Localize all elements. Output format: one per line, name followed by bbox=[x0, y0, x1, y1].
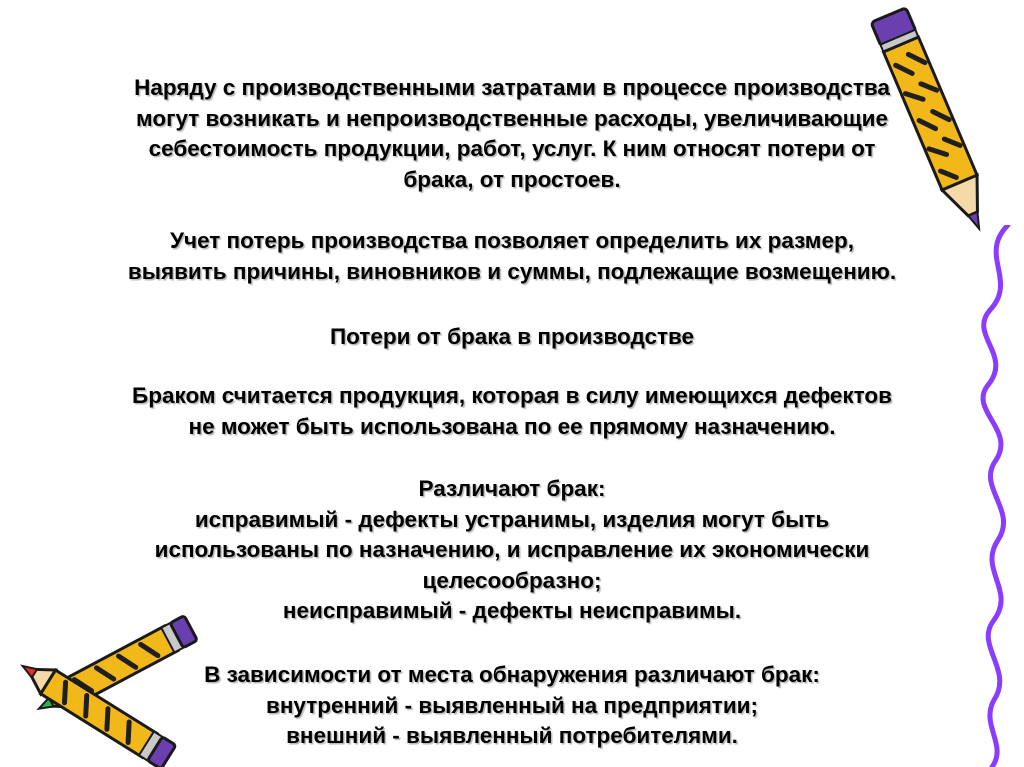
text-line: В зависимости от места обнаружения различают брак: bbox=[204, 662, 820, 687]
types-paragraph bbox=[40, 474, 984, 627]
text-line: внутренний - выявленный на предприятии; bbox=[266, 692, 758, 718]
text-line: Наряду с производственными затратами в процессе производства bbox=[134, 75, 890, 100]
section-heading bbox=[40, 322, 984, 353]
text-line: неисправимый - дефекты неисправимы. bbox=[282, 598, 742, 623]
text-line: себестоимость продукции, работ, услуг. К ним относят потери от bbox=[148, 136, 876, 161]
text-line: Браком считается продукция, которая в силу имеющихся дефектов bbox=[132, 383, 892, 408]
text-line: брака, от простоев. bbox=[403, 166, 621, 192]
text-line: Потери от брака в производстве bbox=[329, 324, 695, 349]
text-line: внешний - выявленный потребителями. bbox=[286, 723, 738, 748]
definition-paragraph bbox=[40, 381, 984, 442]
text-line: выявить причины, виновников и суммы, подлежащие возмещению. bbox=[127, 258, 897, 284]
text-line: могут возникать и непроизводственные расходы, увеличивающие bbox=[135, 105, 889, 131]
text-line: использованы по назначению, и исправление их экономически bbox=[154, 537, 870, 562]
text-line: исправимый - дефекты устранимы, изделия могут быть bbox=[194, 506, 830, 532]
location-paragraph bbox=[40, 660, 984, 752]
text-line: целесообразно; bbox=[422, 567, 602, 593]
accounting-paragraph bbox=[40, 226, 984, 287]
text-line: Учет потерь производства позволяет определить их размер, bbox=[170, 228, 854, 253]
text-line: Различают брак: bbox=[418, 476, 606, 501]
intro-paragraph bbox=[40, 73, 984, 195]
text-line: не может быть использована по ее прямому назначению. bbox=[188, 413, 836, 439]
